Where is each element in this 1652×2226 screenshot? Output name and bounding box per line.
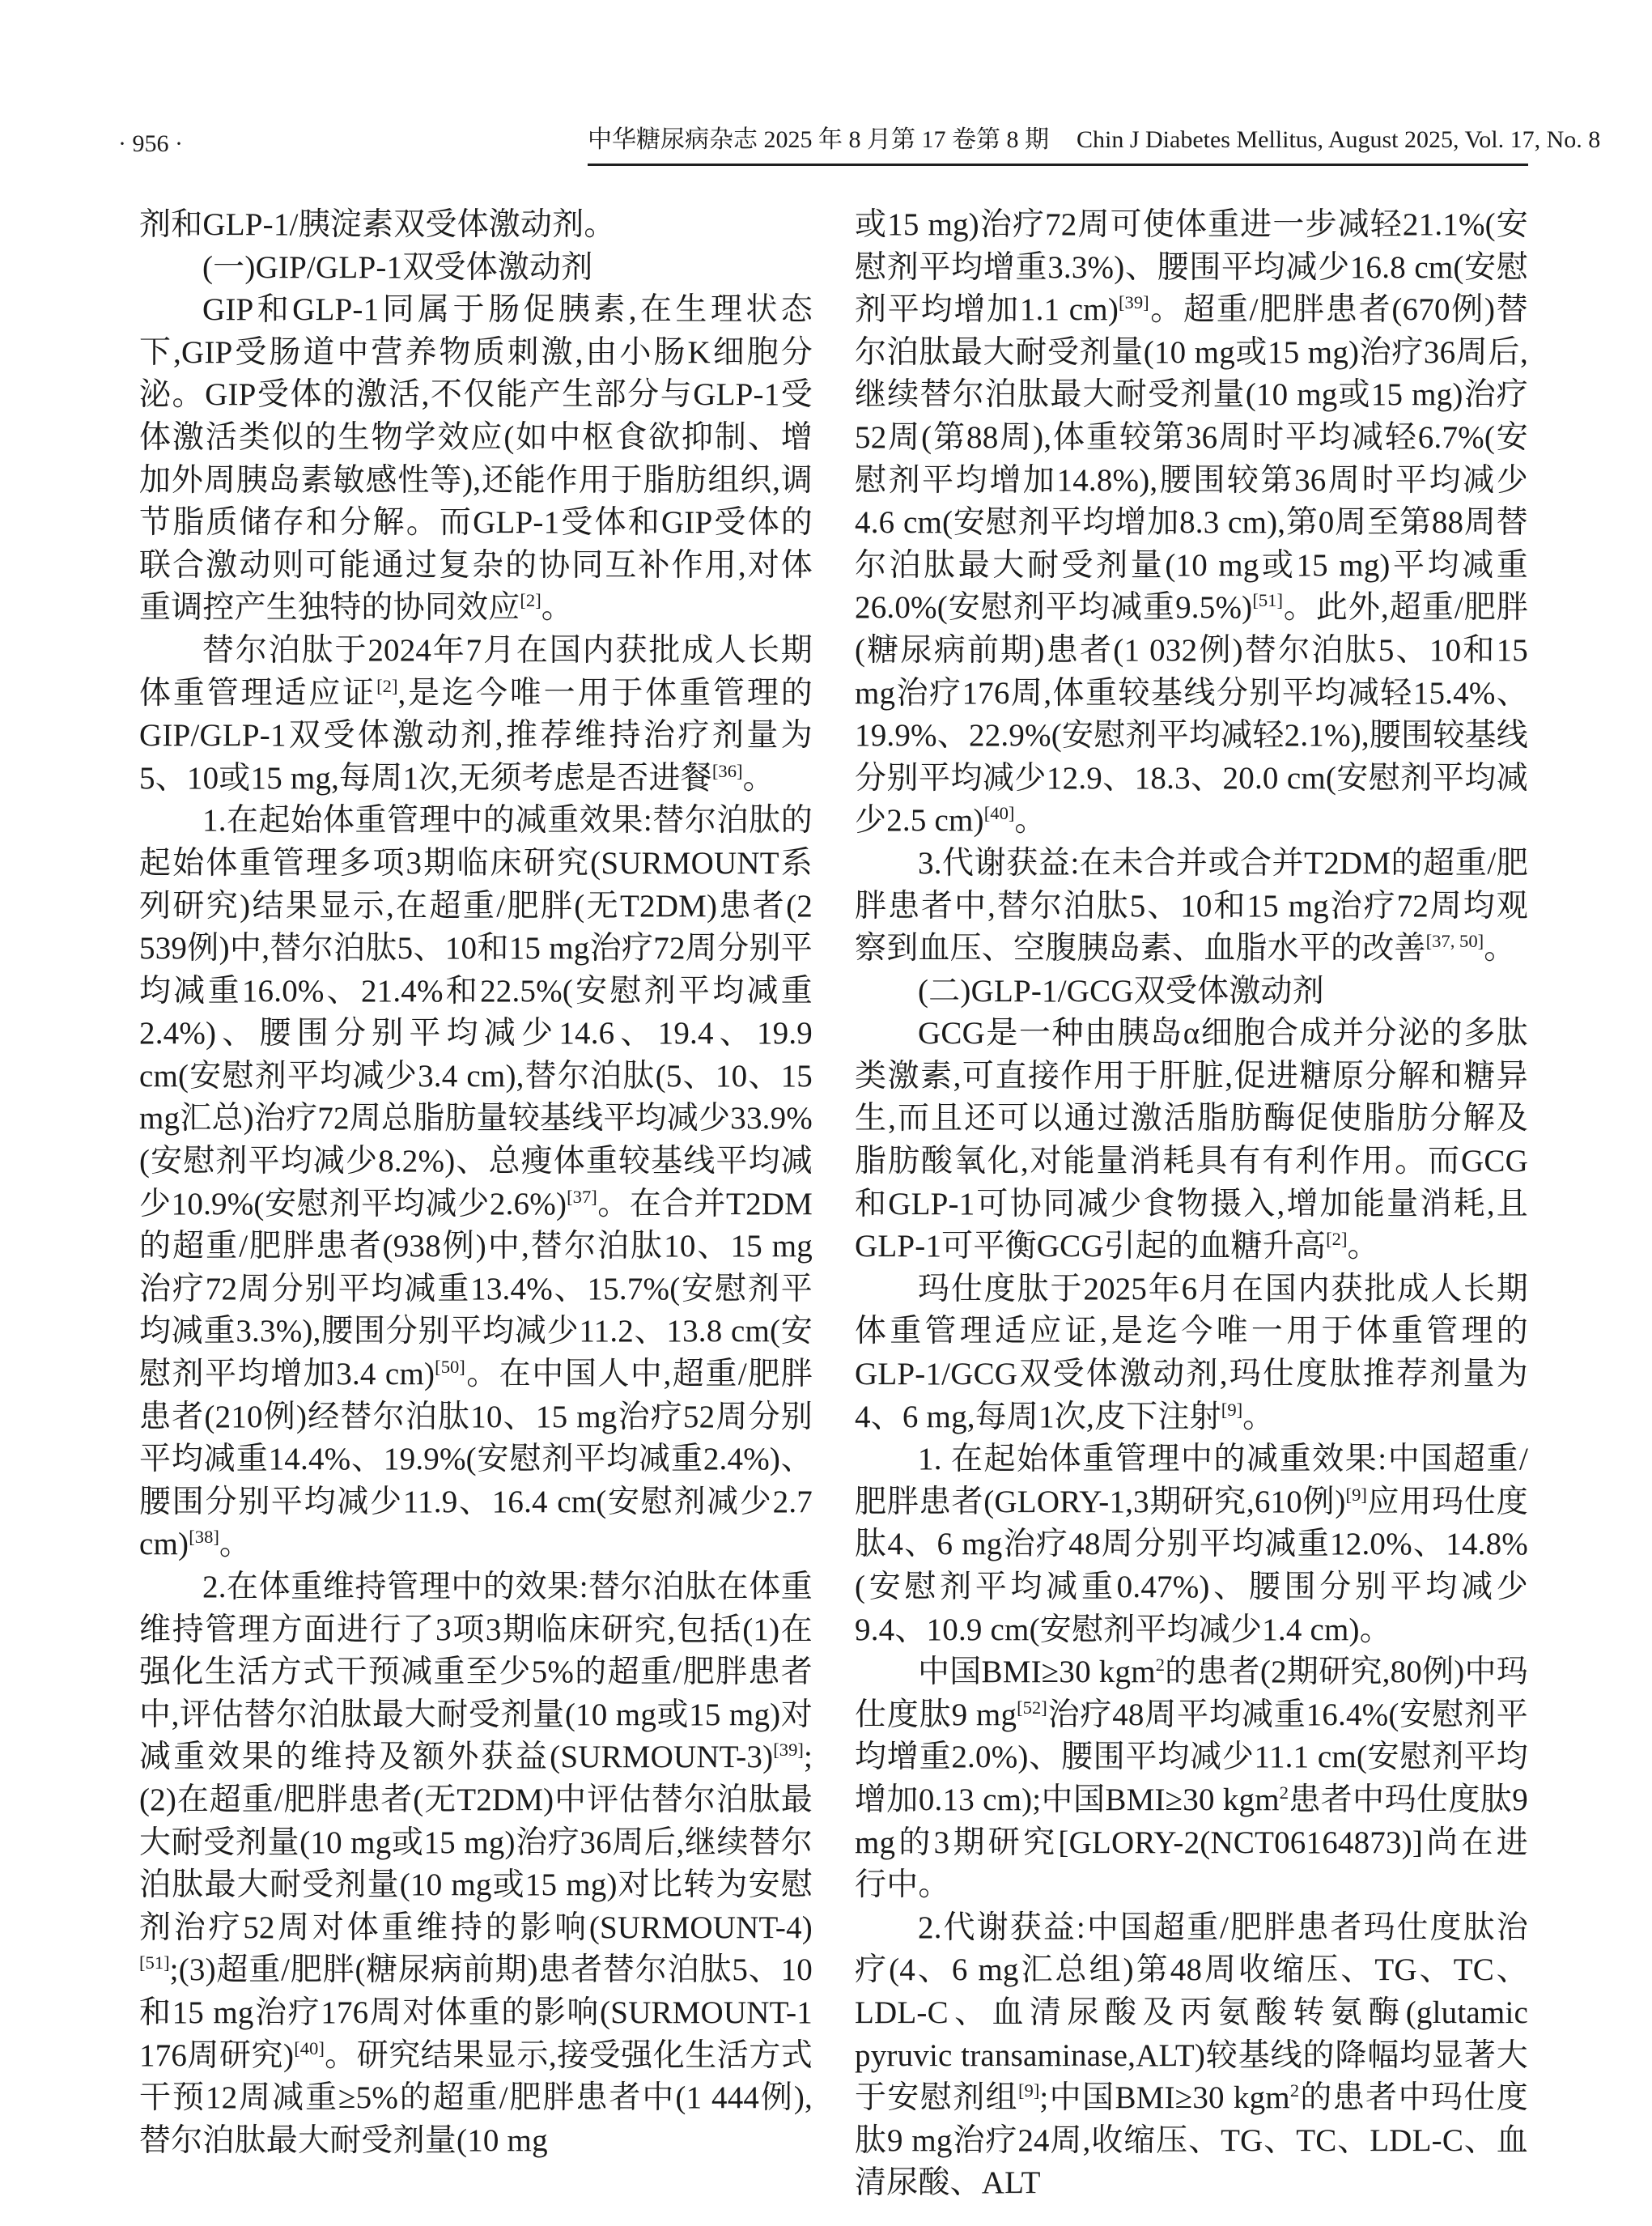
paragraph: 剂和GLP-1/胰淀素双受体激动剂。 [139, 207, 616, 242]
reference-superscript: [51] [139, 1952, 170, 1973]
paragraph: GCG是一种由胰岛α细胞合成并分泌的多肽类激素,可直接作用于肝脏,促进糖原分解和糖异生,而且还可以通过激活脂肪酶促使脂肪分解及脂肪酸氧化,对能量消耗具有有利作用。而GCG和GLP-1可协同减少食物摄入,增加能量消耗,且GLP-1可平衡GCG引起的血糖升高[2]。 [855, 1016, 1528, 1264]
paragraph: 3.代谢获益:在未合并或合并T2DM的超重/肥胖患者中,替尔泊肽5、10和15 mg治疗72周均观察到血压、空腹胰岛素、血脂水平的改善[37, 50]。 [855, 845, 1528, 966]
journal-title-en: Chin J Diabetes Mellitus, August 2025, Vol. 17, No. 8 [1077, 126, 1601, 153]
reference-superscript: 2 [1289, 2080, 1300, 2101]
reference-superscript: 2 [1279, 1782, 1289, 1803]
reference-superscript: [9] [1221, 1399, 1243, 1420]
reference-superscript: [51] [1252, 590, 1283, 611]
reference-superscript: [50] [435, 1357, 465, 1378]
reference-superscript: [39] [773, 1740, 804, 1761]
paragraph: GIP和GLP-1同属于肠促胰素,在生理状态下,GIP受肠道中营养物质刺激,由小肠K细胞分泌。GIP受体的激活,不仅能产生部分与GLP-1受体激活类似的生物学效应(如中枢食欲抑制、增加外周胰岛素敏感性等),还能作用于脂肪组织,调节脂质储存和分解。而GLP-1受体和GIP受体的联合激动则可能通过复杂的协同互补作用,对体重调控产生独特的协同效应[2]。 [139, 292, 813, 626]
paragraph: 2.代谢获益:中国超重/肥胖患者玛仕度肽治疗(4、6 mg汇总组)第48周收缩压、TG、TC、LDL-C、血清尿酸及丙氨酸转氨酶(glutamic pyruvic transaminase,ALT)较基线的降幅均显著大于安慰剂组[9];中国BMI≥30 kgm$^2$的患者中玛仕度肽9 mg治疗24周,收缩压、TG、TC、LDL-C、血清尿酸、ALT [855, 1910, 1528, 2201]
reference-superscript: [9] [1345, 1484, 1367, 1505]
reference-superscript: [52] [1017, 1697, 1047, 1718]
reference-superscript: [2] [520, 590, 541, 611]
reference-superscript: [9] [1018, 2080, 1040, 2101]
reference-superscript: [40] [983, 803, 1015, 824]
paragraph: 或15 mg)治疗72周可使体重进一步减轻21.1%(安慰剂平均增重3.3%)、腰围平均减少16.8 cm(安慰剂平均增加1.1 cm)[39]。超重/肥胖患者(670例)替尔泊肽最大耐受剂量(10 mg或15 mg)治疗36周后,继续替尔泊肽最大耐受剂量(10 mg或15 mg)治疗52周(第88周),体重较第36周时平均减轻6.7%(安慰剂平均增加14.8%),腰围较第36周时平均减少4.6 cm(安慰剂平均增加8.3 cm),第0周至第88周替尔泊肽最大耐受剂量(10 mg或15 mg)平均减重26.0%(安慰剂平均减重9.5%)[51]。此外,超重/肥胖(糖尿病前期)患者(1 032例)替尔泊肽5、10和15 mg治疗176周,体重较基线分别平均减轻15.4%、19.9%、22.9%(安慰剂平均减轻2.1%),腰围较基线分别平均减少12.9、18.3、20.0 cm(安慰剂平均减少2.5 cm)[40]。 [855, 207, 1528, 839]
paragraph: (一)GIP/GLP-1双受体激动剂 [202, 249, 593, 285]
paragraph: 1.在起始体重管理中的减重效果:替尔泊肽的起始体重管理多项3期临床研究(SURMOUNT系列研究)结果显示,在超重/肥胖(无T2DM)患者(2 539例)中,替尔泊肽5、10和15 mg治疗72周分别平均减重16.0%、21.4%和22.5%(安慰剂平均减重2.4%)、腰围分别平均减少14.6、19.4、19.9 cm(安慰剂平均减少3.4 cm),替尔泊肽(5、10、15 mg汇总)治疗72周总脂肪量较基线平均减少33.9%(安慰剂平均减少8.2%)、总瘦体重较基线平均减少10.9%(安慰剂平均减少2.6%)[37]。在合并T2DM的超重/肥胖患者(938例)中,替尔泊肽10、15 mg治疗72周分别平均减重13.4%、15.7%(安慰剂平均减重3.3%),腰围分别平均减少11.2、13.8 cm(安慰剂平均增加3.4 cm)[50]。在中国人中,超重/肥胖患者(210例)经替尔泊肽10、15 mg治疗52周分别平均减重14.4%、19.9%(安慰剂平均减重2.4%)、腰围分别平均减少11.9、16.4 cm(安慰剂减少2.7 cm)[38]。 [139, 803, 813, 1562]
reference-superscript: [37] [567, 1186, 597, 1207]
reference-superscript: 2 [1155, 1655, 1166, 1676]
page-number: · 956 · [118, 130, 183, 157]
paragraph: 替尔泊肽于2024年7月在国内获批成人长期体重管理适应证[2],是迄今唯一用于体重管理的GIP/GLP-1双受体激动剂,推荐维持治疗剂量为5、10或15 mg,每周1次,无须考虑是否进餐[36]。 [139, 632, 813, 796]
paragraph: 2.在体重维持管理中的效果:替尔泊肽在体重维持管理方面进行了3项3期临床研究,包括(1)在强化生活方式干预减重至少5%的超重/肥胖患者中,评估替尔泊肽最大耐受剂量(10 mg或15 mg)对减重效果的维持及额外获益(SURMOUNT-3)[39];(2)在超重/肥胖患者(无T2DM)中评估替尔泊肽最大耐受剂量(10 mg或15 mg)治疗36周后,继续替尔泊肽最大耐受剂量(10 mg或15 mg)对比转为安慰剂治疗52周对体重维持的影响(SURMOUNT-4)[51];(3)超重/肥胖(糖尿病前期)患者替尔泊肽5、10和15 mg治疗176周对体重的影响(SURMOUNT-1 176周研究)[40]。研究结果显示,接受强化生活方式干预12周减重≥5%的超重/肥胖患者中(1 444例),替尔泊肽最大耐受剂量(10 mg [139, 1570, 813, 2158]
reference-superscript: [2] [1326, 1229, 1348, 1250]
reference-superscript: [39] [1119, 292, 1149, 313]
reference-superscript: [38] [189, 1527, 219, 1548]
reference-superscript: [2] [376, 675, 398, 696]
text-column-left [139, 204, 813, 2162]
reference-superscript: [37, 50] [1425, 931, 1484, 952]
journal-title-cn: 中华糖尿病杂志 2025 年 8 月第 17 卷第 8 期 [588, 126, 1049, 153]
paragraph: (二)GLP-1/GCG双受体激动剂 [918, 973, 1324, 1009]
paragraph: 玛仕度肽于2025年6月在国内获批成人长期体重管理适应证,是迄今唯一用于体重管理的GLP-1/GCG双受体激动剂,玛仕度肽推荐剂量为4、6 mg,每周1次,皮下注射[9]。 [855, 1271, 1528, 1434]
text-column-right [855, 204, 1528, 2205]
reference-superscript: [40] [294, 2037, 325, 2058]
paragraph: 中国BMI≥30 kgm$^2$的患者(2期研究,80例)中玛仕度肽9 mg[52]治疗48周平均减重16.4%(安慰剂平均增重2.0%)、腰围平均减少11.1 cm(安慰剂平均增加0.13 cm);中国BMI≥30 kgm$^2$患者中玛仕度肽9 mg的3期研究[GLORY-2(NCT06164873)]尚在进行中。 [855, 1655, 1528, 1903]
paragraph: 1. 在起始体重管理中的减重效果:中国超重/肥胖患者(GLORY-1,3期研究,610例)[9]应用玛仕度肽4、6 mg治疗48周分别平均减重12.0%、14.8%(安慰剂平均减重0.47%)、腰围分别平均减少9.4、10.9 cm(安慰剂平均减少1.4 cm)。 [855, 1442, 1528, 1647]
journal-header [588, 124, 1601, 166]
reference-superscript: [36] [711, 760, 743, 781]
